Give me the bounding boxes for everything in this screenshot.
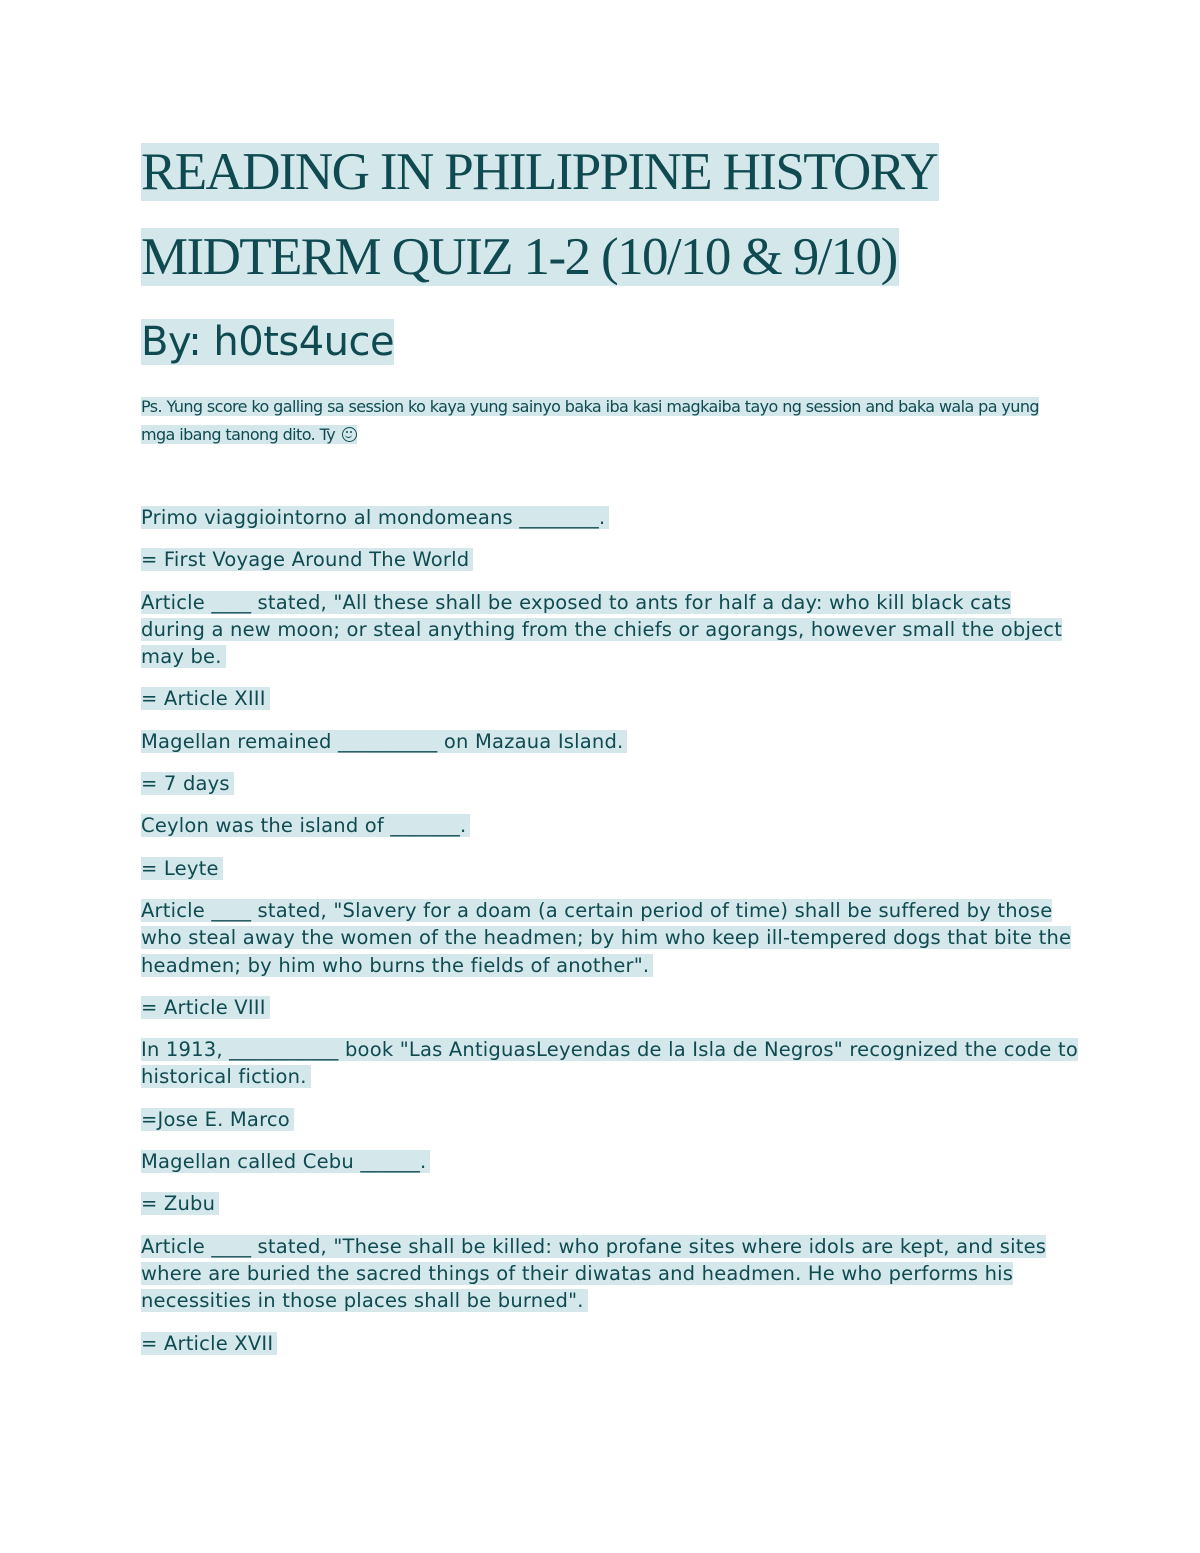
author-note bbox=[141, 393, 1061, 449]
answer-5: = Article VIII bbox=[141, 994, 1081, 1021]
answer-7: = Zubu bbox=[141, 1190, 1081, 1217]
answer-6: =Jose E. Marco bbox=[141, 1106, 1081, 1133]
question-list bbox=[141, 504, 1081, 1357]
answer-4: = Leyte bbox=[141, 855, 1081, 882]
question-2: Article ____ stated, "All these shall be exposed to ants for half a day: who kill black cats during a new moon; or steal anything from the chiefs or agorangs, however small the object may be. bbox=[141, 590, 1063, 669]
question-1: Primo viaggiointorno al mondomeans ________. bbox=[141, 504, 1081, 531]
answer-1: = First Voyage Around The World bbox=[141, 546, 1081, 573]
document-title-line-2: MIDTERM QUIZ 1-2 (10/10 & 9/10) bbox=[141, 228, 897, 286]
answer-3: = 7 days bbox=[141, 770, 1081, 797]
document-title-line-1: READING IN PHILIPPINE HISTORY bbox=[141, 143, 938, 201]
answer-8: = Article XVII bbox=[141, 1330, 1081, 1357]
question-8: Article ____ stated, "These shall be killed: who profane sites where idols are kept, and sites where are buried the sacred things of their diwatas and headmen. He who performs his necessities in those places shall be burned". bbox=[141, 1234, 1047, 1313]
question-7: Magellan called Cebu ______. bbox=[141, 1148, 1081, 1175]
question-6: In 1913, ___________ book "Las AntiguasLeyendas de la Isla de Negros" recognized the code to historical fiction. bbox=[141, 1038, 1078, 1089]
smiley-icon bbox=[342, 427, 357, 442]
question-5: Article ____ stated, "Slavery for a doam (a certain period of time) shall be suffered by those who steal away the women of the headmen; by him who keep ill-tempered dogs that bite the headmen; by him who burns the fields of another". bbox=[141, 898, 1072, 977]
question-3: Magellan remained __________ on Mazaua Island. bbox=[141, 728, 1081, 755]
question-4: Ceylon was the island of _______. bbox=[141, 812, 1081, 839]
answer-2: = Article XIII bbox=[141, 685, 1081, 712]
author-note-text: Ps. Yung score ko galling sa session ko kaya yung sainyo baka iba kasi magkaiba tayo ng session and baka wala pa yung mga ibang tanong dito. Ty bbox=[141, 397, 1039, 444]
author-byline: By: h0ts4uce bbox=[141, 319, 395, 365]
document-content bbox=[141, 140, 1081, 1372]
